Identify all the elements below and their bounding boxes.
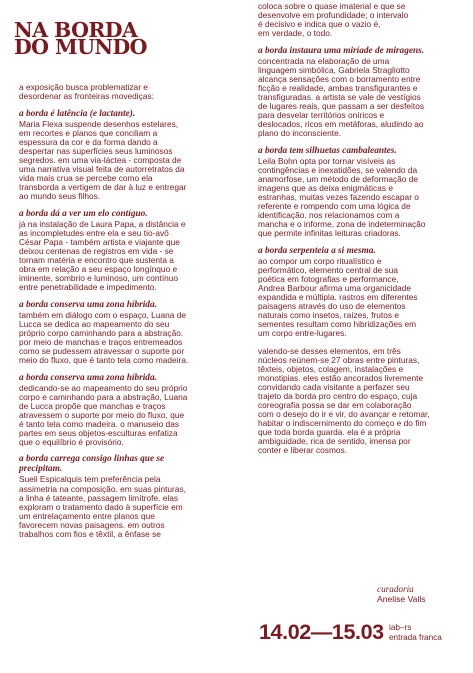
paragraph-line: a exposição busca problematizar e	[19, 82, 148, 92]
paragraph-line: deixou centenas de registros em vida - se	[19, 245, 174, 256]
paragraph-line: paisagens através do uso de elementos	[258, 301, 406, 312]
paragraph-line: de lugares reais, que passam a ser desfeitos	[258, 101, 425, 112]
left-column	[19, 83, 241, 547]
paragraph-line: sementes resultam como hibridizações em	[258, 319, 417, 330]
paragraph-line: Sueli Espicalquis tem preferência pela	[19, 474, 161, 485]
paragraph-line: imagens que as deixa enigmáticas e	[258, 182, 393, 193]
paragraph-line: transfiguradas. a artista se vale de vestígios	[258, 91, 421, 102]
paragraph-line: exploram o tratamento dado à superfície em	[19, 501, 183, 512]
paragraph-line: partes em seus objetos-esculturas enfatiza	[19, 427, 178, 438]
paragraph-line: coloca sobre o quase imaterial e que se	[258, 1, 406, 11]
section-heading: a borda serpenteia a si mesma.	[258, 245, 376, 256]
text-section	[258, 2, 466, 38]
paragraph-line: as incompletudes entre ela e seu tio-avô	[19, 227, 169, 238]
title-line-1: NA BORDA	[14, 18, 138, 42]
paragraph-line: para desvelar territórios oníricos e	[258, 110, 385, 121]
section-heading: a borda tem silhuetas cambaleantes.	[258, 145, 397, 156]
paragraph-line: têxteis, objetos, colagem, instalações e	[258, 363, 404, 374]
paragraph-line: mancha e o informe, zona de indeterminação	[258, 219, 426, 230]
text-section	[19, 455, 241, 538]
paragraph-line: despertar nas superfícies seus luminosos	[19, 145, 173, 156]
paragraph-line: a linha é tateante, passagem limítrofe. elas	[19, 492, 179, 503]
venue-info	[389, 623, 442, 643]
paragraph-line: estranhas, muitas vezes fazendo escapar o	[258, 191, 419, 202]
paragraph-line: deslocados, ricos em metáforas, aludindo ao	[258, 119, 424, 130]
text-section	[258, 47, 466, 138]
section-heading: a borda carrega consigo linhas que se	[19, 454, 165, 465]
paragraph-line: plano do inconsciente.	[258, 128, 342, 139]
title-line-2: DO MUNDO	[14, 35, 147, 59]
paragraph-line: tornam matéria e encontro que sustenta a	[19, 254, 174, 265]
paragraph-line: como se pudessem atravessar o suporte por	[19, 345, 185, 356]
section-heading: a borda instaura uma miríade de miragens.	[258, 45, 425, 56]
paragraph-line: dedicando-se ao mapeamento do seu próprio	[19, 382, 188, 393]
paragraph-line: anamorfose, um método de deformação de	[258, 173, 419, 184]
paragraph-line: é tanto tela como madeira. o manuseio das	[19, 418, 180, 429]
paragraph-line: concentrada na elaboração de uma	[258, 55, 390, 66]
paragraph-line: ficção e realidade, ambas transfigurantes e	[258, 82, 418, 93]
paragraph-line: que toda borda guarda. ela é a própria	[258, 427, 401, 438]
paragraph-line: com o desejo do ir e vir, do avançar e retomar,	[258, 409, 430, 420]
paragraph-line: convidando cada visitante a perfazer seu	[258, 382, 410, 393]
paragraph-line: entre penetrabilidade e impedimento.	[19, 282, 157, 293]
curator-role: curadoria	[377, 584, 414, 594]
intro-paragraph	[19, 83, 241, 101]
paragraph-line: Andrea Barbour afirma uma organicidade	[258, 282, 412, 293]
curator-credit	[377, 584, 467, 604]
paragraph-line: desordenar as fronteiras movediças:	[19, 91, 154, 102]
paragraph-line: linguagem simbólica, Gabriela Stragliotto	[258, 64, 410, 75]
text-section	[258, 147, 466, 238]
paragraph-line: corpo e caminhando para a abstração, Luana	[19, 391, 188, 402]
section-heading: a borda dá a ver um elo contíguo.	[19, 208, 148, 219]
paragraph-line: já na instalação de Laura Papa, a distância e	[19, 218, 186, 229]
paragraph-line: núcleos reúnem-se 27 obras entre pinturas,	[258, 354, 420, 365]
paragraph-line: que permite infinitas leituras criadoras.	[258, 228, 401, 239]
paragraph-line: também em diálogo com o espaço, Luana de	[19, 309, 186, 320]
venue-name: iab–rs	[389, 623, 412, 632]
paragraph-line: por meio de manchas e traços entremeados	[19, 336, 183, 347]
text-section	[258, 247, 466, 338]
paragraph-line: é decisivo e indica que o vazio é,	[258, 19, 381, 30]
entry-info: entrada franca	[389, 633, 442, 642]
paragraph-line: obra em relação a seu espaço longínquo e	[19, 263, 178, 274]
paragraph-line: naturais como insetos, raízes, frutos e	[258, 310, 399, 321]
text-section	[19, 301, 241, 365]
section-heading: a borda conserva uma zona híbrida.	[19, 372, 157, 383]
paragraph-line: Maria Flexa suspende desenhos estelares,	[19, 118, 179, 129]
text-section	[258, 347, 466, 456]
paragraph-line: Leila Bohn opta por tornar visíveis as	[258, 155, 396, 166]
paragraph-line: atravessem o suporte por meio do fluxo, que	[19, 409, 185, 420]
paragraph-line: ao compor um corpo ritualístico e	[258, 255, 382, 266]
paragraph-line: um corpo entre-lugares.	[258, 328, 347, 339]
paragraph-line: que o equilíbrio é provisório.	[19, 436, 124, 447]
section-heading: a borda conserva uma zona híbrida.	[19, 299, 157, 310]
paragraph-line: habitar o indiscernimento do começo e do fim	[258, 418, 427, 429]
paragraph-line: alcança sensações com o borramento entre	[258, 73, 421, 84]
paragraph-line: ambiguidade, rica de sentido, imensa por	[258, 436, 411, 447]
paragraph-line: referente e rompendo com uma lógica de	[258, 201, 411, 212]
right-column	[258, 2, 466, 464]
paragraph-line: meio do fluxo, que é tanto tela como madeira.	[19, 354, 189, 365]
paragraph-line: Lucca se dedica ao mapeamento do seu	[19, 318, 170, 329]
paragraph-line: coreografia possa se dar em colaboração	[258, 400, 412, 411]
exhibition-dates: 14.02—15.03	[259, 620, 384, 644]
paragraph-line: poética em fotografias e performance,	[258, 273, 399, 284]
section-heading: a borda é latência (e lactante).	[19, 108, 136, 119]
paragraph-line: expandida e múltipla. rastros em diferentes	[258, 292, 418, 302]
text-section	[19, 110, 241, 201]
exhibition-title	[14, 18, 214, 59]
paragraph-line: performático, elemento central de sua	[258, 264, 399, 275]
paragraph-line: uma narrativa visual feita de autorretratos da	[19, 163, 185, 174]
paragraph-line: espessura da cor e da forma dando a	[19, 136, 158, 147]
paragraph-line: de Lucca propõe que manchas e traços	[19, 400, 166, 411]
section-heading: precipitam.	[19, 464, 63, 475]
paragraph-line: trajeto da borda pro centro do espaço, cuja	[258, 391, 418, 402]
paragraph-line: contingências e inexatidões, se valendo da	[258, 164, 418, 175]
paragraph-line: transborda a vertigem de dar à luz e entregar	[19, 182, 187, 193]
paragraph-line: vida mais crua se percebe como ela	[19, 172, 153, 183]
paragraph-line: segredos. em uma via-láctea - composta de	[19, 154, 182, 165]
paragraph-line: um entrelaçamento entre planos que	[19, 510, 155, 521]
paragraph-line: identificação. nos relacionamos com a	[258, 210, 400, 221]
curator-name: Anelise Valls	[377, 594, 426, 604]
paragraph-line: iminente, sombrio e luminoso, um contínuo	[19, 272, 179, 283]
paragraph-line: desenvolve em profundidade; o intervalo	[258, 10, 409, 21]
paragraph-line: valendo-se desses elementos, em três	[258, 345, 401, 356]
text-section	[19, 374, 241, 447]
paragraph-line: César Papa - também artista e viajante que	[19, 236, 180, 247]
paragraph-line: trabalhos com fios e têxtil, a ênfase se	[19, 528, 161, 539]
paragraph-line: próprio corpo caminhando para a abstração.	[19, 327, 184, 338]
paragraph-line: ao mundo seus filhos.	[19, 191, 101, 202]
paragraph-line: em verdade, o todo.	[258, 28, 333, 39]
paragraph-line: favorecem novas paisagens. em outros	[19, 519, 165, 530]
paragraph-line: assimetria na composição. em suas pinturas,	[19, 483, 186, 494]
paragraph-line: em recortes e planos que conciliam a	[19, 127, 158, 138]
paragraph-line: conter e liberar cosmos.	[258, 445, 348, 456]
paragraph-line: monotipias. eles estão ancorados livremente	[258, 372, 424, 383]
text-section	[19, 210, 241, 292]
